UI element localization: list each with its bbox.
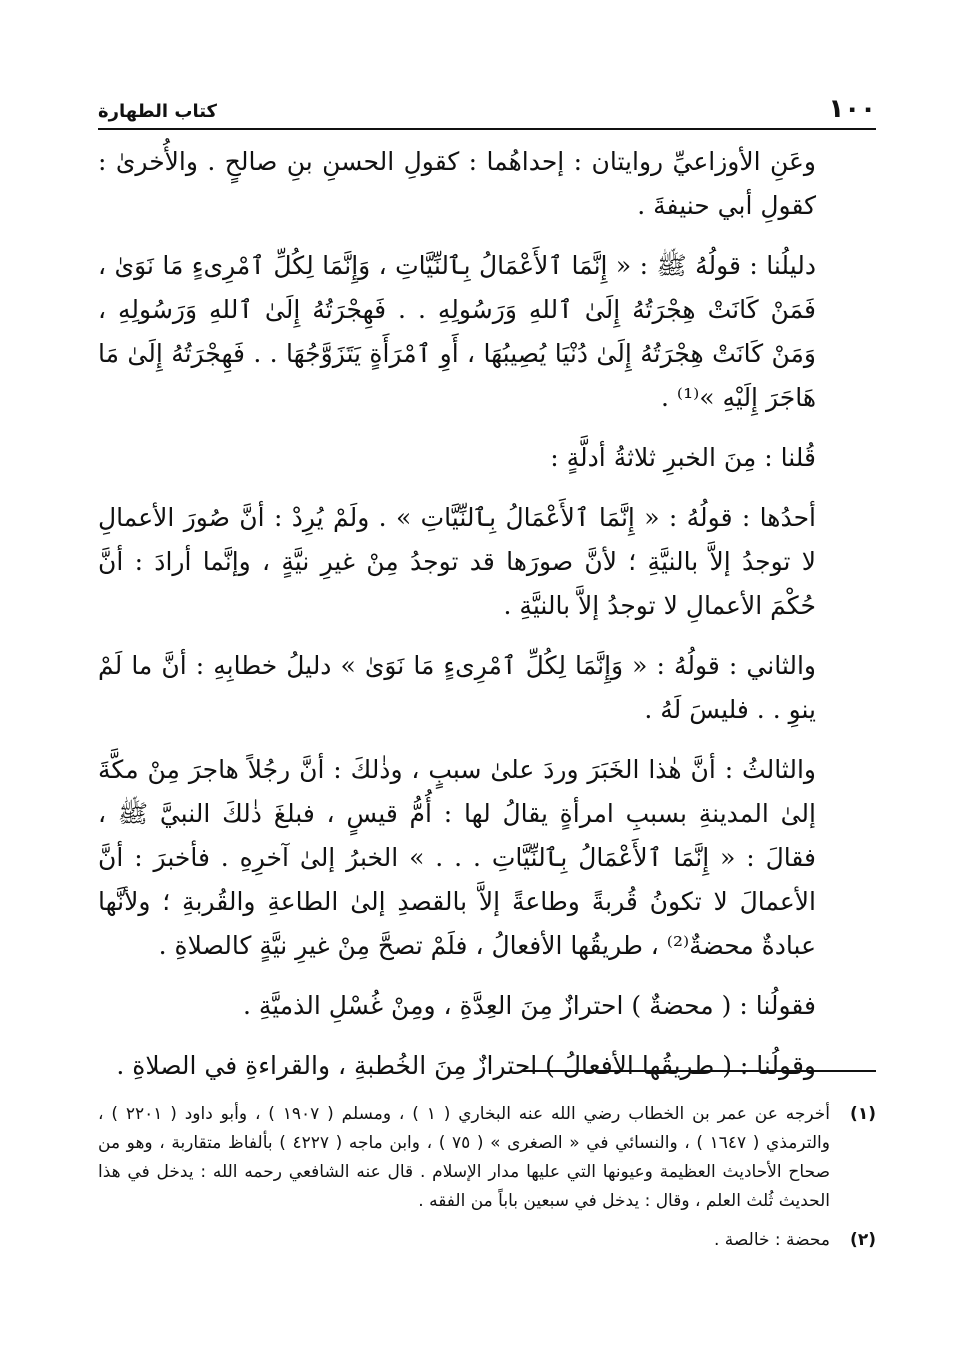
running-title: كتاب الطهارة xyxy=(98,101,218,122)
footnote-text: محضة : خالصة . xyxy=(713,1230,830,1250)
footnote-separator xyxy=(521,1070,876,1072)
paragraph-first-proof: أحدُها : قولُهُ : « إِنَّمَا ٱلأَعْمَالُ بِٱلنِّيَّاتِ » . ولَمْ يُرِدْ : أنَّ صُورَ الأعمالِ لا توجدُ إلاَّ بالنيَّةِ ؛ لأنَّ صورَها قد توجدُ مِنْ غيرِ نيَّةٍ ، وإنَّما أرادَ : أنَّ حُكْمَ الأعمالِ لا توجدُ إلاَّ بالنيَّةِ . xyxy=(98,503,816,620)
paragraph-awzai: وعَنِ الأوزاعيِّ روايتان : إحداهُما : كقولِ الحسنِ بنِ صالحٍ . والأُخرىٰ : كقولِ أبي حنيفةَ . xyxy=(98,147,816,220)
footnote-2 xyxy=(98,1226,876,1255)
page-header xyxy=(98,88,876,130)
paragraph-second-proof: والثاني : قولُهُ : « وَإِنَّمَا لِكُلِّ ٱمْرِىءٍ مَا نَوَىٰ » دليلُ خطابِهِ : أنَّ ما لَمْ ينوِ . . فليسَ لَهُ . xyxy=(98,651,816,724)
paragraph-actions-note: وقولُنا : ( طريقُها الأفعالُ ) احترازٌ مِنَ الخُطبةِ ، والقراءةِ في الصلاةِ . xyxy=(116,1051,816,1080)
footnote-text: أخرجه عن عمر بن الخطاب رضي الله عنه البخاري ( ١ ) ، ومسلم ( ١٩٠٧ ) ، وأبو داود ( ٢٢٠١ ) ، والترمذي ( ١٦٤٧ ) ، والنسائي في « الصغرى » ( ٧٥ ) ، وابن ماجه ( ٤٢٢٧ ) بألفاظ متقاربة ، وهو من صحاح الأحاديث العظيمة وعيونها التي عليها مدار الإسلام . قال عنه الشافعي رحمه الله : يدخل في هذا الحديث ثُلث العلم ، وقال : يدخل في سبعين باباً من الفقه . xyxy=(98,1104,830,1211)
paragraph-third-proof: والثالثُ : أنَّ هٰذا الخَبَرَ وردَ علىٰ سببٍ ، وذٰلكَ : أنَّ رجُلاً هاجرَ مِنْ مكَّةَ إلىٰ المدينةِ بسببِ امرأةٍ يقالُ لها : أُمُّ قيسٍ ، فبلغَ ذٰلكَ النبيَّ ﷺ ، فقالَ : « إِنَّمَا ٱلأَعْمَالُ بِٱلنِّيَّاتِ . . . » الخبرُ إلىٰ آخرِهِ . فأخبرَ : أنَّ الأعمالَ لا تكونُ قُربةً وطاعةً إلاَّ بالقصدِ إلىٰ الطاعةِ والقُربةِ ؛ ولأنَّها عبادةٌ محضةٌ⁽²⁾ ، طريقُها الأفعالُ ، فلَمْ تصحَّ مِنْ غيرِ نيَّةٍ كالصلاةِ . xyxy=(98,755,816,960)
footnotes xyxy=(98,1100,876,1265)
paragraph-evidence: دليلُنا : قولُهُ ﷺ : « إِنَّمَا ٱلأَعْمَالُ بِٱلنِّيَّاتِ ، وَإِنَّمَا لِكُلِّ ٱمْرِىءٍ مَا نَوَىٰ ، فَمَنْ كَانَتْ هِجْرَتُهُ إِلَىٰ ٱللهِ وَرَسُولِهِ . . فَهِجْرَتُهُ إِلَىٰ ٱللهِ وَرَسُولِهِ ، وَمَنْ كَانَتْ هِجْرَتُهُ إِلَىٰ دُنْيَا يُصِيبُهَا ، أَوِ ٱمْرَأَةٍ يَتَزَوَّجُهَا . . فَهِجْرَتُهُ إِلَىٰ مَا هَاجَرَ إِلَيْهِ »⁽¹⁾ . xyxy=(98,251,816,412)
footnote-number: (١) xyxy=(850,1104,876,1124)
footnote-number: (٢) xyxy=(850,1230,876,1250)
main-text xyxy=(98,140,876,1104)
page-number: ١٠٠ xyxy=(828,94,876,124)
paragraph-pure-note: فقولُنا : ( محضةٌ ) احترازٌ مِنَ العِدَّةِ ، ومِنْ غُسْلِ الذميَّةِ . xyxy=(242,991,816,1020)
footnote-1 xyxy=(98,1100,876,1216)
paragraph-three-proofs: قُلنا : مِنَ الخبرِ ثلاثةُ أدلَّةٍ : xyxy=(550,443,816,472)
